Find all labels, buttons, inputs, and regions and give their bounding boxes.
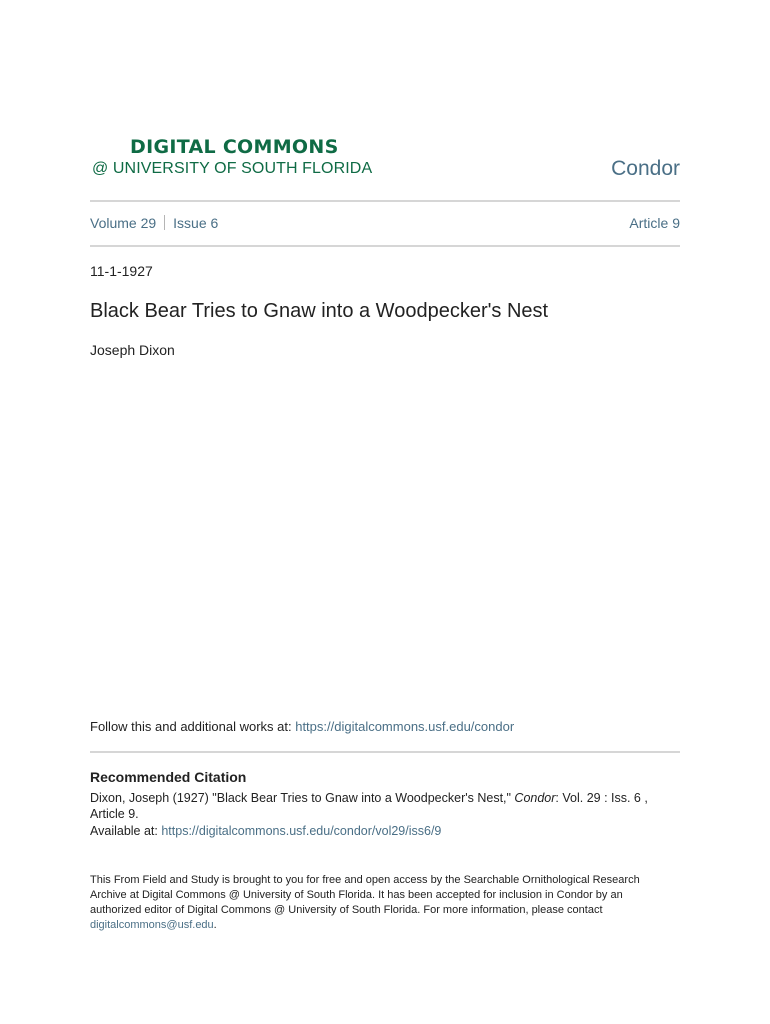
journal-name-link[interactable]: Condor bbox=[611, 157, 680, 180]
notice-text: This From Field and Study is brought to you for free and open access by the Searchable Ornithological Research Archive at Digital Commons @ University of South Florida. It has been accepted for inclusion in Condor by an authorized editor of Digital Commons @ University of South Florida. For more information, please contact bbox=[90, 874, 640, 916]
publication-date: 11-1-1927 bbox=[90, 263, 153, 279]
follow-line bbox=[90, 719, 514, 734]
citation-text bbox=[90, 790, 682, 822]
divider-top bbox=[90, 200, 680, 202]
contact-email-link[interactable]: digitalcommons@usf.edu bbox=[90, 919, 214, 931]
issue-row bbox=[90, 215, 680, 231]
citation-part1: Dixon, Joseph (1927) "Black Bear Tries to Gnaw into a Woodpecker's Nest," bbox=[90, 791, 515, 805]
access-notice bbox=[90, 873, 670, 933]
issue-link[interactable]: Issue 6 bbox=[173, 215, 219, 231]
available-label: Available at: bbox=[90, 824, 162, 838]
volume-link[interactable]: Volume 29 bbox=[90, 215, 157, 231]
available-url-link[interactable]: https://digitalcommons.usf.edu/condor/vol29/iss6/9 bbox=[161, 824, 442, 838]
logo-sub-text: @ UNIVERSITY OF SOUTH FLORIDA bbox=[92, 160, 373, 177]
citation-heading: Recommended Citation bbox=[90, 769, 247, 785]
citation-journal: Condor bbox=[514, 791, 556, 805]
follow-url-link[interactable]: https://digitalcommons.usf.edu/condor bbox=[295, 719, 515, 734]
article-link[interactable]: Article 9 bbox=[629, 215, 680, 231]
divider-issue bbox=[90, 245, 680, 247]
article-author: Joseph Dixon bbox=[90, 342, 175, 358]
available-at-line bbox=[90, 824, 441, 838]
citation-part2: : Vol. 29 : Iss. 6 , Article 9. bbox=[90, 791, 648, 821]
article-title: Black Bear Tries to Gnaw into a Woodpecker's Nest bbox=[90, 300, 549, 322]
follow-text: Follow this and additional works at: bbox=[90, 719, 296, 734]
digital-commons-logo[interactable] bbox=[92, 136, 382, 179]
issue-separator bbox=[164, 215, 165, 230]
notice-end: . bbox=[213, 919, 217, 931]
logo-main-text: DIGITAL COMMONS bbox=[130, 136, 339, 158]
divider-citation bbox=[90, 751, 680, 753]
